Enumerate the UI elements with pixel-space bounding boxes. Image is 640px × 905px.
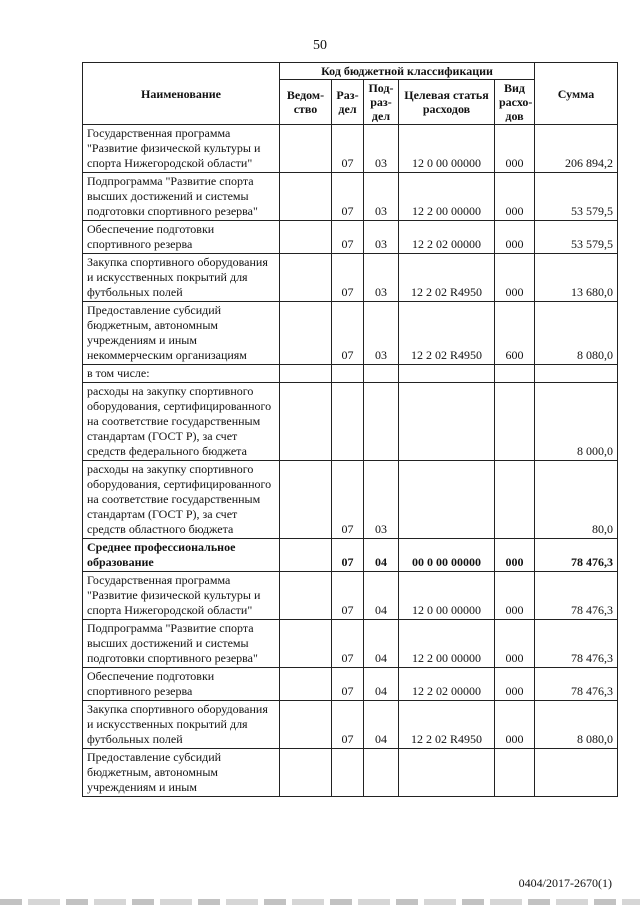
header-name: Наименование: [83, 63, 280, 125]
cell-dept: [280, 749, 332, 797]
cell-type: 000: [495, 701, 535, 749]
cell-type: 000: [495, 173, 535, 221]
header-sum: Сумма: [535, 63, 618, 125]
table-row: [83, 539, 618, 572]
cell-target: 12 2 00 00000: [399, 173, 495, 221]
table-row: [83, 572, 618, 620]
header-type: Вид расхо-дов: [495, 80, 535, 125]
table-row: [83, 365, 618, 383]
table-row: [83, 668, 618, 701]
cell-section: 07: [332, 173, 364, 221]
cell-type: 000: [495, 668, 535, 701]
header-target: Целевая статья расходов: [399, 80, 495, 125]
cell-section: [332, 365, 364, 383]
cell-dept: [280, 383, 332, 461]
cell-target: [399, 383, 495, 461]
cell-sum: [535, 365, 618, 383]
cell-dept: [280, 221, 332, 254]
cell-target: 12 2 02 R4950: [399, 302, 495, 365]
cell-sum: 8 000,0: [535, 383, 618, 461]
cell-section: 07: [332, 572, 364, 620]
cell-sum: 53 579,5: [535, 173, 618, 221]
cell-type: 000: [495, 125, 535, 173]
cell-subsection: 03: [364, 254, 399, 302]
cell-subsection: 04: [364, 539, 399, 572]
cell-subsection: 04: [364, 620, 399, 668]
scan-edge-artifact: [0, 899, 640, 905]
cell-dept: [280, 620, 332, 668]
cell-target: [399, 365, 495, 383]
cell-name: в том числе:: [83, 365, 280, 383]
cell-target: 12 2 02 R4950: [399, 254, 495, 302]
budget-table: [82, 62, 618, 797]
cell-type: 000: [495, 620, 535, 668]
cell-type: 600: [495, 302, 535, 365]
cell-target: [399, 461, 495, 539]
cell-dept: [280, 539, 332, 572]
cell-name: Предоставление субсидий бюджетным, автономным учреждениям и иным некоммерческим организациям: [83, 302, 280, 365]
cell-name: Закупка спортивного оборудования и искусственных покрытий для футбольных полей: [83, 254, 280, 302]
cell-sum: 13 680,0: [535, 254, 618, 302]
cell-subsection: 03: [364, 173, 399, 221]
cell-dept: [280, 701, 332, 749]
cell-sum: 78 476,3: [535, 668, 618, 701]
cell-type: [495, 749, 535, 797]
cell-sum: 78 476,3: [535, 620, 618, 668]
table-row: [83, 620, 618, 668]
table-row: [83, 461, 618, 539]
cell-section: 07: [332, 668, 364, 701]
table-row: [83, 701, 618, 749]
cell-section: 07: [332, 221, 364, 254]
table-row: [83, 125, 618, 173]
cell-target: 12 2 02 00000: [399, 221, 495, 254]
cell-name: Государственная программа "Развитие физической культуры и спорта Нижегородской области": [83, 572, 280, 620]
cell-type: [495, 461, 535, 539]
header-subsection: Под-раз-дел: [364, 80, 399, 125]
cell-name: Обеспечение подготовки спортивного резерва: [83, 221, 280, 254]
cell-sum: 78 476,3: [535, 572, 618, 620]
cell-dept: [280, 365, 332, 383]
cell-subsection: 04: [364, 701, 399, 749]
cell-subsection: 04: [364, 668, 399, 701]
cell-subsection: 03: [364, 221, 399, 254]
cell-name: Государственная программа "Развитие физической культуры и спорта Нижегородской области": [83, 125, 280, 173]
cell-target: 00 0 00 00000: [399, 539, 495, 572]
cell-target: 12 0 00 00000: [399, 572, 495, 620]
cell-section: [332, 749, 364, 797]
cell-subsection: [364, 383, 399, 461]
table-row: [83, 221, 618, 254]
cell-sum: 8 080,0: [535, 302, 618, 365]
cell-section: 07: [332, 125, 364, 173]
cell-sum: 78 476,3: [535, 539, 618, 572]
cell-type: 000: [495, 539, 535, 572]
table-row: [83, 173, 618, 221]
cell-dept: [280, 254, 332, 302]
cell-type: 000: [495, 572, 535, 620]
table-row: [83, 254, 618, 302]
cell-type: 000: [495, 254, 535, 302]
header-dept: Ведом-ство: [280, 80, 332, 125]
cell-name: Предоставление субсидий бюджетным, автономным учреждениям и иным: [83, 749, 280, 797]
cell-section: 07: [332, 701, 364, 749]
cell-section: 07: [332, 620, 364, 668]
cell-type: 000: [495, 221, 535, 254]
page-number: 50: [313, 38, 327, 53]
table-body: [83, 125, 618, 797]
cell-section: 07: [332, 254, 364, 302]
document-code: 0404/2017-2670(1): [518, 876, 612, 890]
cell-subsection: 03: [364, 125, 399, 173]
table-row: [83, 383, 618, 461]
cell-dept: [280, 461, 332, 539]
cell-name: Обеспечение подготовки спортивного резерва: [83, 668, 280, 701]
cell-section: 07: [332, 539, 364, 572]
cell-subsection: [364, 749, 399, 797]
cell-name: Подпрограмма "Развитие спорта высших достижений и системы подготовки спортивного резерва": [83, 173, 280, 221]
cell-subsection: 03: [364, 461, 399, 539]
header-section: Раз-дел: [332, 80, 364, 125]
cell-target: 12 0 00 00000: [399, 125, 495, 173]
cell-name: Подпрограмма "Развитие спорта высших достижений и системы подготовки спортивного резерва": [83, 620, 280, 668]
cell-dept: [280, 125, 332, 173]
table-row: [83, 749, 618, 797]
table-row: [83, 302, 618, 365]
cell-sum: 206 894,2: [535, 125, 618, 173]
cell-sum: 80,0: [535, 461, 618, 539]
cell-dept: [280, 173, 332, 221]
cell-subsection: 03: [364, 302, 399, 365]
cell-sum: [535, 749, 618, 797]
cell-type: [495, 365, 535, 383]
cell-name: расходы на закупку спортивного оборудования, сертифицированного на соответствие государственным стандартам (ГОСТ Р), за счет средств федерального бюджета: [83, 383, 280, 461]
cell-name: Среднее профессиональное образование: [83, 539, 280, 572]
cell-section: [332, 383, 364, 461]
cell-name: Закупка спортивного оборудования и искусственных покрытий для футбольных полей: [83, 701, 280, 749]
cell-section: 07: [332, 302, 364, 365]
cell-subsection: [364, 365, 399, 383]
header-classification-group: Код бюджетной классификации: [280, 63, 535, 80]
cell-target: 12 2 02 R4950: [399, 701, 495, 749]
cell-dept: [280, 668, 332, 701]
cell-sum: 53 579,5: [535, 221, 618, 254]
cell-target: 12 2 00 00000: [399, 620, 495, 668]
cell-type: [495, 383, 535, 461]
cell-subsection: 04: [364, 572, 399, 620]
cell-name: расходы на закупку спортивного оборудования, сертифицированного на соответствие государственным стандартам (ГОСТ Р), за счет средств областного бюджета: [83, 461, 280, 539]
cell-section: 07: [332, 461, 364, 539]
cell-sum: 8 080,0: [535, 701, 618, 749]
cell-dept: [280, 302, 332, 365]
cell-target: 12 2 02 00000: [399, 668, 495, 701]
cell-dept: [280, 572, 332, 620]
cell-target: [399, 749, 495, 797]
